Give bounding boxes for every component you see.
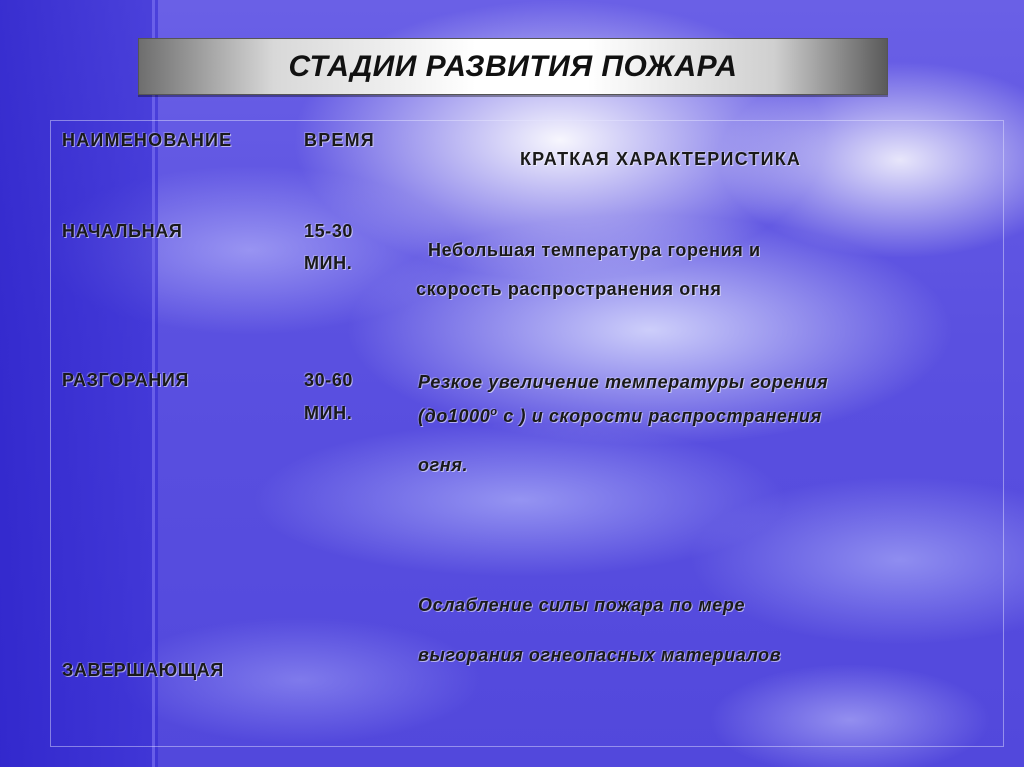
stage-initial-name: НАЧАЛЬНАЯ — [62, 221, 183, 241]
stage-growth-desc-line2-start: (до1000 — [418, 406, 491, 426]
stage-final-desc-line1: Ослабление силы пожара по мере — [418, 595, 746, 615]
header-time: ВРЕМЯ — [304, 130, 375, 150]
stage-growth-time-range: 30-60 — [304, 370, 354, 390]
stage-initial-desc-line1: Небольшая температура горения и — [428, 240, 761, 260]
stage-final-name: ЗАВЕРШАЮЩАЯ — [62, 660, 224, 680]
slide-title: СТАДИИ РАЗВИТИЯ ПОЖАРА — [288, 49, 738, 83]
stage-growth-time-unit: МИН. — [304, 403, 353, 423]
title-bar — [138, 38, 888, 95]
stage-growth-desc-line3: огня. — [418, 455, 469, 475]
header-name: НАИМЕНОВАНИЕ — [62, 130, 233, 150]
degree-sign: о — [490, 406, 498, 418]
stage-initial-time-unit: МИН. — [304, 253, 353, 273]
header-description: КРАТКАЯ ХАРАКТЕРИСТИКА — [520, 149, 802, 169]
stage-growth-desc-line2 — [418, 406, 822, 427]
stage-initial-time-range: 15-30 — [304, 221, 354, 241]
stage-initial-desc-line2: скорость распространения огня — [416, 279, 722, 299]
stage-final-desc-line2: выгорания огнеопасных материалов — [418, 645, 782, 665]
stage-growth-desc-line1: Резкое увеличение температуры горения — [418, 372, 829, 392]
stage-growth-name: РАЗГОРАНИЯ — [62, 370, 189, 390]
stage-growth-desc-line2-end: с ) и скорости распространения — [497, 406, 822, 426]
